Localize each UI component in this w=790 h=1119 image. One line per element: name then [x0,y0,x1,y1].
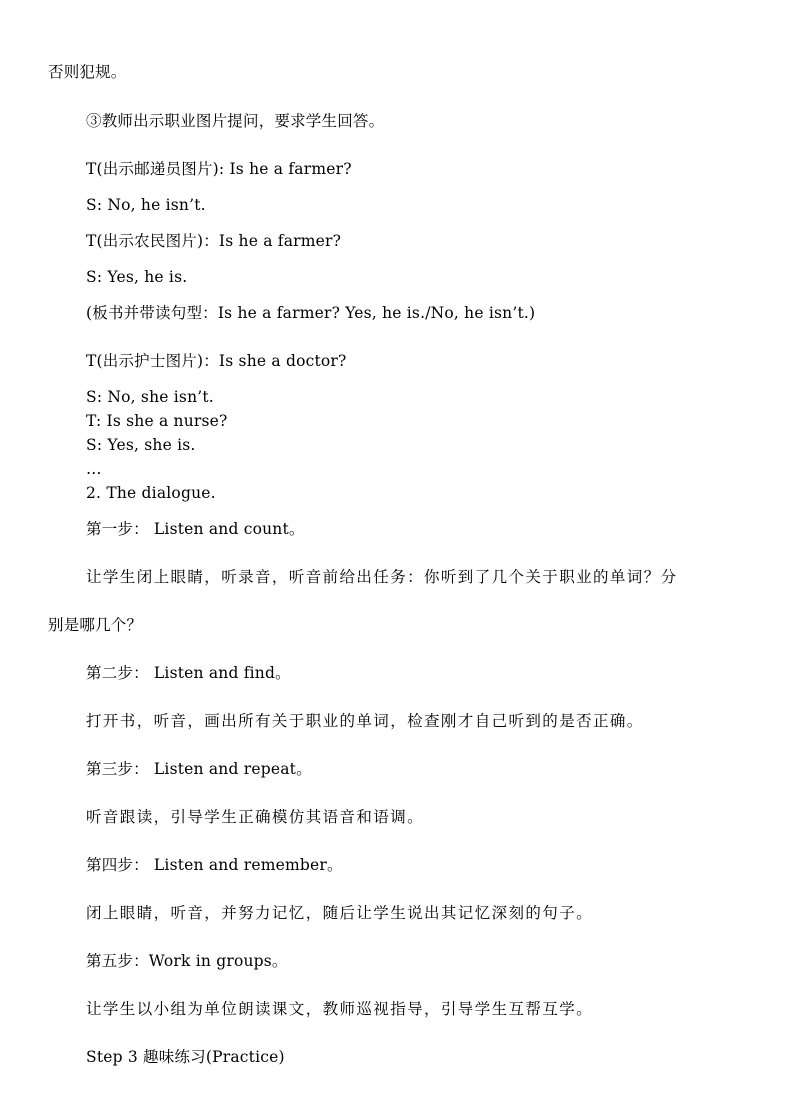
text-line: S: No, she isn’t. [86,388,214,406]
text-line: 打开书，听音，画出所有关于职业的单词，检查刚才自己听到的是否正确。 [86,712,644,730]
text-line: 2. The dialogue. [86,484,216,502]
text-line: S: No, he isn’t. [86,196,206,214]
text-line: Step 3 趣味练习(Practice) [86,1048,285,1066]
text-line: 第一步： Listen and count。 [86,520,305,538]
text-line: T(出示护士图片)：Is she a doctor? [86,352,347,370]
text-line: 闭上眼睛，听音，并努力记忆，随后让学生说出其记忆深刻的句子。 [86,904,594,922]
text-line: 第三步： Listen and repeat。 [86,760,312,778]
text-line: ③教师出示职业图片提问，要求学生回答。 [86,112,385,130]
text-line: T(出示农民图片)：Is he a farmer? [86,232,342,250]
text-line: 否则犯规。 [48,63,127,81]
text-line: T: Is she a nurse? [86,412,228,430]
text-line: T(出示邮递员图片): Is he a farmer? [86,160,352,178]
text-line: 第五步：Work in groups。 [86,952,288,970]
text-line: (板书并带读句型：Is he a farmer? Yes, he is./No, he isn’t.) [86,304,536,322]
text-line: S: Yes, she is. [86,436,196,454]
text-line: 第四步： Listen and remember。 [86,856,343,874]
text-line: 听音跟读，引导学生正确模仿其语音和语调。 [86,808,425,826]
text-line: 第二步： Listen and find。 [86,664,291,682]
text-line: … [86,460,102,478]
text-line: 让学生闭上眼睛，听录音，听音前给出任务：你听到了几个关于职业的单词？分 [86,568,678,586]
text-line: 别是哪几个？ [48,616,143,634]
text-line: 让学生以小组为单位朗读课文，教师巡视指导，引导学生互帮互学。 [86,1000,594,1018]
text-line: S: Yes, he is. [86,268,188,286]
